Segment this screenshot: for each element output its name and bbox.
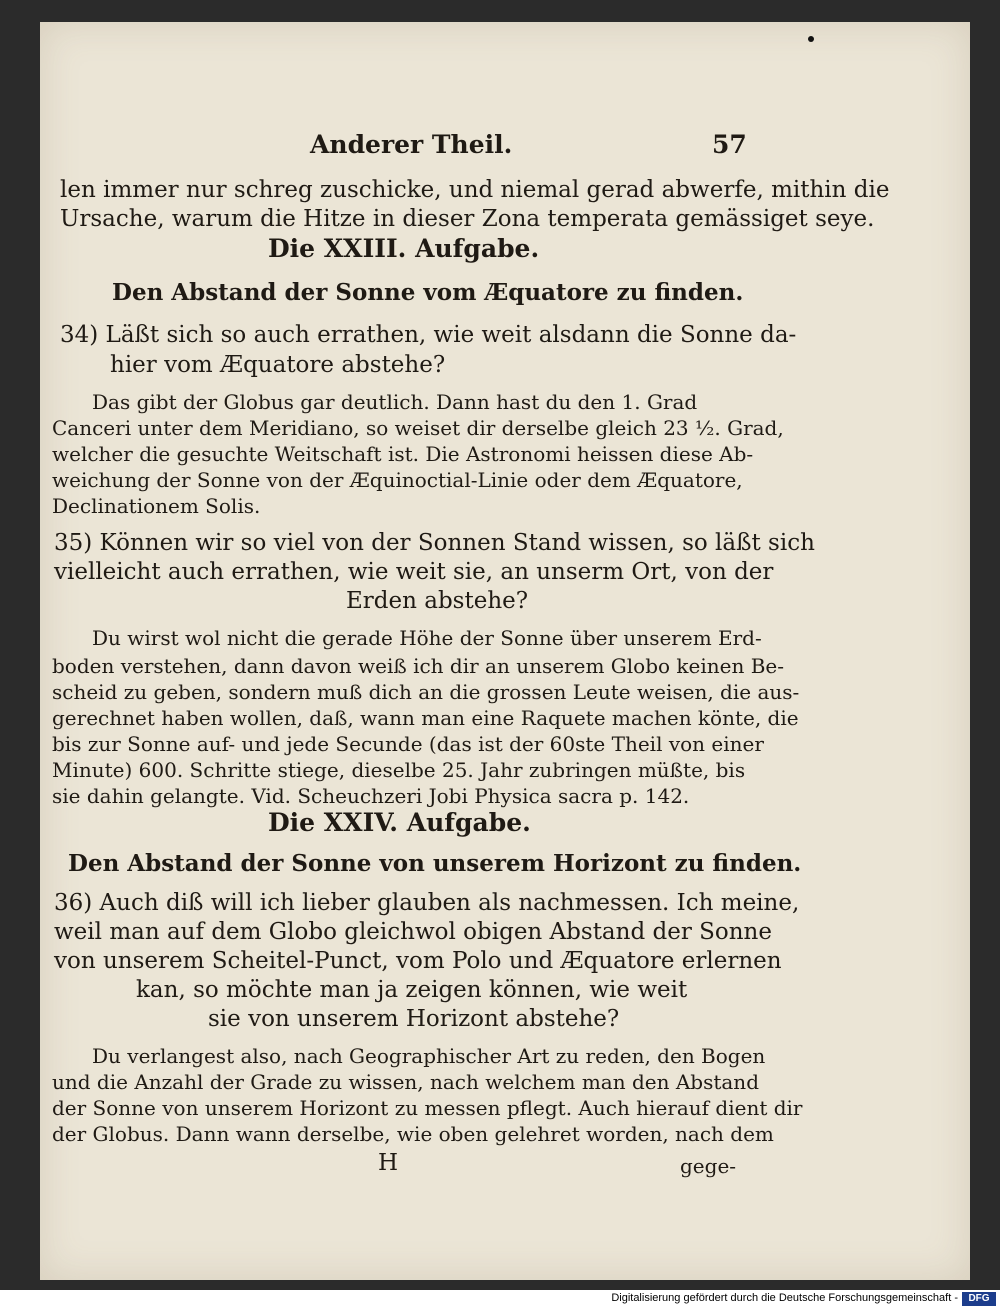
question-line: von unserem Scheitel-Punct, vom Polo und Æquatore erlernen [54,948,782,974]
question-line: hier vom Æquatore abstehe? [110,352,446,378]
question-line: weil man auf dem Globo gleichwol obigen Abstand der Sonne [54,919,772,945]
text-line: gerechnet haben wollen, daß, wann man eine Raquete machen könte, die [52,706,799,730]
text-line: bis zur Sonne auf- und jede Secunde (das ist der 60ste Theil von einer [52,732,764,756]
section-heading: Die XXIV. Aufgabe. [268,808,531,837]
text-line: weichung der Sonne von der Æquinoctial-Linie oder dem Æquatore, [52,468,743,492]
catchword: gege- [680,1154,737,1178]
section-title: Den Abstand der Sonne vom Æquatore zu finden. [112,279,744,306]
text-line: der Globus. Dann wann derselbe, wie oben gelehret worden, nach dem [52,1122,774,1146]
text-line: Du verlangest also, nach Geographischer Art zu reden, den Bogen [92,1044,766,1068]
text-line: Declinationem Solis. [52,494,261,518]
page-number: 57 [712,130,747,159]
text-line: Du wirst wol nicht die gerade Höhe der Sonne über unserem Erd- [92,626,762,650]
funding-note: Digitalisierung gefördert durch die Deutsche Forschungsgemeinschaft - [611,1292,958,1304]
section-heading: Die XXIII. Aufgabe. [268,234,540,263]
dfg-logo: DFG [962,1292,996,1306]
book-page [40,22,970,1280]
question-line: 36) Auch diß will ich lieber glauben als nachmessen. Ich meine, [54,890,800,916]
text-line: welcher die gesuchte Weitschaft ist. Die Astronomi heissen diese Ab- [52,442,754,466]
section-title: Den Abstand der Sonne von unserem Horizont zu finden. [68,850,802,877]
question-line: vielleicht auch errathen, wie weit sie, an unserm Ort, von der [54,559,774,585]
question-line: Erden abstehe? [346,588,529,614]
text-line: boden verstehen, dann davon weiß ich dir an unserem Globo keinen Be- [52,654,784,678]
text-line: Das gibt der Globus gar deutlich. Dann hast du den 1. Grad [92,390,698,414]
question-line: sie von unserem Horizont abstehe? [208,1006,620,1032]
signature-mark: H [378,1150,399,1176]
text-line: scheid zu geben, sondern muß dich an die grossen Leute weisen, die aus- [52,680,800,704]
text-line: Minute) 600. Schritte stiege, dieselbe 25. Jahr zubringen müßte, bis [52,758,746,782]
text-line: Canceri unter dem Meridiano, so weiset dir derselbe gleich 23 ½. Grad, [52,416,784,440]
question-line: 35) Können wir so viel von der Sonnen Stand wissen, so läßt sich [54,530,815,556]
text-line: sie dahin gelangte. Vid. Scheuchzeri Jobi Physica sacra p. 142. [52,784,690,808]
running-head: Anderer Theil. [310,130,513,159]
question-line: 34) Läßt sich so auch errathen, wie weit alsdann die Sonne da- [60,322,797,348]
question-line: kan, so möchte man ja zeigen können, wie weit [136,977,688,1003]
text-line: und die Anzahl der Grade zu wissen, nach welchem man den Abstand [52,1070,759,1094]
text-line: Ursache, warum die Hitze in dieser Zona temperata gemässiget seye. [60,206,875,232]
ink-spot [808,36,814,42]
text-line: der Sonne von unserem Horizont zu messen pflegt. Auch hierauf dient dir [52,1096,803,1120]
text-line: len immer nur schreg zuschicke, und niemal gerad abwerfe, mithin die [60,177,890,203]
footer-bar [0,1290,1000,1309]
